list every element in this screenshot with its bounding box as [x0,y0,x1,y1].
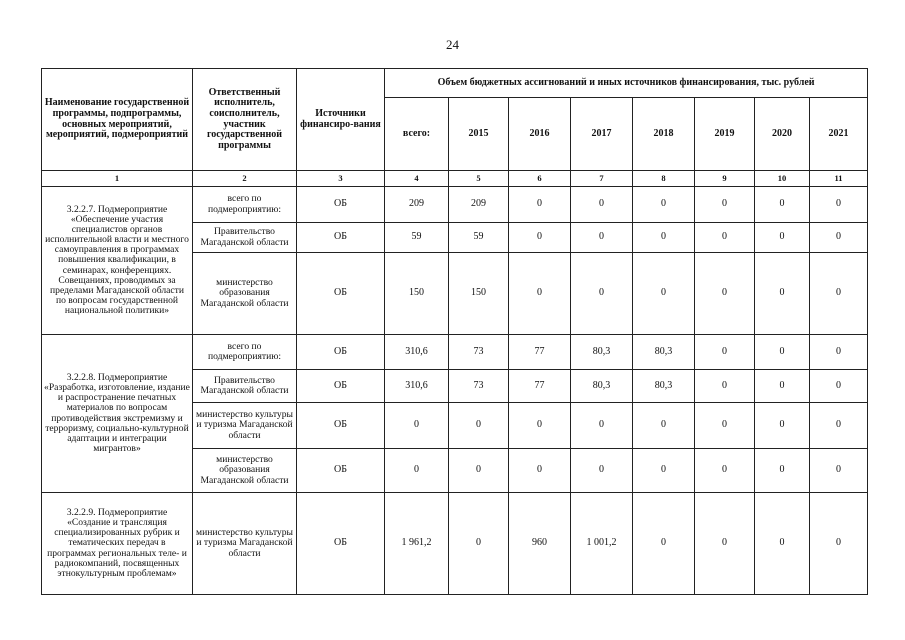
table-row [42,187,868,223]
header-year: 2018 [633,98,695,171]
value-cell: 0 [695,187,755,223]
header-name: Наименование государственной программы, подпрограммы, основных мероприятий, мероприятий, подмероприятий [42,69,193,171]
table-row [42,335,868,370]
subevent-name: 3.2.2.7. Подмероприятие «Обеспечение участия специалистов органов исполнительной власти и местного самоуправления в программах повышения квалификации, в семинарах, конференциях. Совещаниях, проводимых за пределами Магаданской области по вопросам государственной национальной политики» [42,187,193,335]
column-number: 9 [695,171,755,187]
subevent-name: 3.2.2.9. Подмероприятие «Создание и трансляция специализированных рубрик и тематических передач в программах региональных теле- и радиокомпаний, посвященных этнокультурным проблемам» [42,493,193,595]
value-cell: 73 [449,370,509,403]
column-number: 4 [385,171,449,187]
value-cell: 0 [810,403,868,449]
budget-table [41,68,868,595]
header-year: 2016 [509,98,571,171]
header-year: 2020 [755,98,810,171]
header-year: 2019 [695,98,755,171]
value-cell: 310,6 [385,335,449,370]
value-cell: 80,3 [633,370,695,403]
source-cell: ОБ [297,223,385,253]
value-cell: 0 [810,370,868,403]
value-cell: 209 [449,187,509,223]
column-number: 11 [810,171,868,187]
value-cell: 0 [449,403,509,449]
value-cell: 0 [509,223,571,253]
value-cell: 0 [695,370,755,403]
value-cell: 0 [755,187,810,223]
value-cell: 0 [571,403,633,449]
source-cell: ОБ [297,335,385,370]
value-cell: 960 [509,493,571,595]
responsible-cell: всего по подмероприятию: [193,187,297,223]
value-cell: 0 [810,253,868,335]
value-cell: 0 [755,449,810,493]
column-number: 8 [633,171,695,187]
source-cell: ОБ [297,370,385,403]
value-cell: 0 [571,253,633,335]
value-cell: 0 [755,223,810,253]
value-cell: 0 [509,449,571,493]
value-cell: 310,6 [385,370,449,403]
header-year: 2021 [810,98,868,171]
value-cell: 73 [449,335,509,370]
value-cell: 1 001,2 [571,493,633,595]
value-cell: 0 [633,403,695,449]
value-cell: 0 [695,223,755,253]
value-cell: 80,3 [571,370,633,403]
column-number-row [42,171,868,187]
value-cell: 0 [633,223,695,253]
column-number: 10 [755,171,810,187]
header-volume: Объем бюджетных ассигнований и иных источников финансирования, тыс. рублей [385,69,868,98]
value-cell: 0 [509,403,571,449]
page-number: 24 [446,37,459,52]
value-cell: 0 [449,493,509,595]
value-cell: 0 [509,187,571,223]
value-cell: 0 [633,187,695,223]
value-cell: 0 [695,449,755,493]
value-cell: 0 [755,403,810,449]
value-cell: 0 [810,223,868,253]
source-cell: ОБ [297,187,385,223]
subevent-name: 3.2.2.8. Подмероприятие «Разработка, изготовление, издание и распространение печатных материалов по вопросам противодействия экстремизму и терроризму, социально-культурной адаптации и интеграции мигрантов» [42,335,193,493]
source-cell: ОБ [297,253,385,335]
responsible-cell: министерство образования Магаданской области [193,449,297,493]
value-cell: 150 [385,253,449,335]
value-cell: 80,3 [571,335,633,370]
responsible-cell: министерство культуры и туризма Магаданской области [193,403,297,449]
value-cell: 209 [385,187,449,223]
value-cell: 0 [633,449,695,493]
responsible-cell: министерство образования Магаданской области [193,253,297,335]
value-cell: 150 [449,253,509,335]
value-cell: 0 [571,187,633,223]
header-year: всего: [385,98,449,171]
value-cell: 0 [509,253,571,335]
value-cell: 1 961,2 [385,493,449,595]
value-cell: 0 [695,335,755,370]
value-cell: 0 [695,253,755,335]
value-cell: 0 [633,493,695,595]
value-cell: 0 [385,449,449,493]
column-number: 1 [42,171,193,187]
value-cell: 0 [755,253,810,335]
column-number: 3 [297,171,385,187]
header-year: 2015 [449,98,509,171]
header-year: 2017 [571,98,633,171]
value-cell: 0 [755,493,810,595]
responsible-cell: всего по подмероприятию: [193,335,297,370]
source-cell: ОБ [297,403,385,449]
value-cell: 0 [810,187,868,223]
value-cell: 77 [509,335,571,370]
value-cell: 0 [810,449,868,493]
table-row [42,493,868,595]
header-responsible: Ответственный исполнитель, соисполнитель, участник государственной программы [193,69,297,171]
value-cell: 59 [449,223,509,253]
source-cell: ОБ [297,449,385,493]
value-cell: 0 [695,403,755,449]
responsible-cell: Правительство Магаданской области [193,370,297,403]
value-cell: 0 [449,449,509,493]
column-number: 5 [449,171,509,187]
value-cell: 0 [571,223,633,253]
value-cell: 0 [633,253,695,335]
column-number: 7 [571,171,633,187]
value-cell: 0 [695,493,755,595]
value-cell: 77 [509,370,571,403]
header-sources: Источники финансиро-вания [297,69,385,171]
value-cell: 0 [810,335,868,370]
value-cell: 0 [810,493,868,595]
responsible-cell: министерство культуры и туризма Магаданской области [193,493,297,595]
value-cell: 0 [755,370,810,403]
column-number: 6 [509,171,571,187]
source-cell: ОБ [297,493,385,595]
responsible-cell: Правительство Магаданской области [193,223,297,253]
value-cell: 0 [571,449,633,493]
value-cell: 0 [385,403,449,449]
value-cell: 0 [755,335,810,370]
value-cell: 59 [385,223,449,253]
value-cell: 80,3 [633,335,695,370]
column-number: 2 [193,171,297,187]
